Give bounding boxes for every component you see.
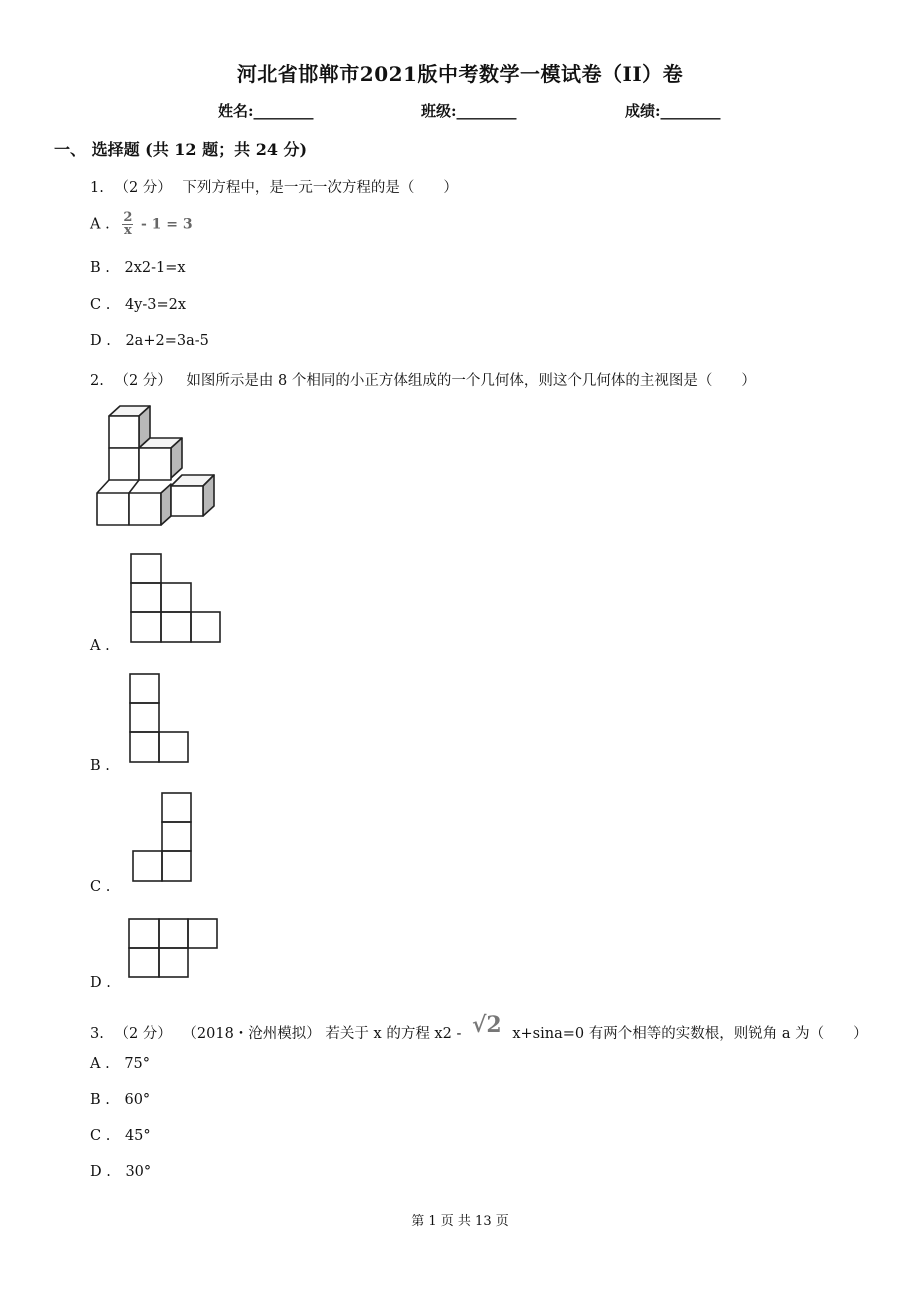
q1-option-a <box>90 212 193 237</box>
q1-option-d <box>90 333 209 349</box>
q1-option-b <box>90 260 186 276</box>
option-label: D . <box>90 333 111 349</box>
view-square <box>161 583 191 612</box>
fraction <box>122 212 133 237</box>
question-source: （2018・沧州模拟） <box>182 1026 321 1042</box>
view-square <box>159 732 188 762</box>
view-square <box>130 732 159 762</box>
question-3 <box>90 1012 868 1044</box>
view-square <box>191 612 220 642</box>
question-1 <box>90 176 458 197</box>
q3-option-b <box>90 1092 150 1108</box>
question-2 <box>90 369 756 390</box>
option-label: A . <box>90 1056 110 1072</box>
question-points: （2 分） <box>114 1026 172 1042</box>
cube-front-face <box>109 448 139 480</box>
view-square <box>131 554 161 583</box>
q3-option-d <box>90 1164 151 1180</box>
question-number: 3. <box>90 1026 104 1042</box>
option-text: 2a+2=3a-5 <box>125 333 209 349</box>
cube-front-face <box>139 448 171 480</box>
option-text: 60° <box>124 1092 151 1108</box>
cube-front-face <box>171 486 203 516</box>
cube-solid-figure <box>94 404 218 528</box>
equation-rest: - 1 = 3 <box>140 216 193 233</box>
class-field-label: 班级:________ <box>421 102 517 120</box>
view-square <box>162 793 191 822</box>
fraction-denominator: x <box>123 223 132 238</box>
sqrt-expression: √2 <box>471 1012 502 1038</box>
q2-option-a-figure <box>130 553 222 645</box>
q2-option-a-label: A . <box>90 638 110 654</box>
option-label: A . <box>90 216 110 233</box>
view-square <box>162 822 191 851</box>
question-text-after: x+sina=0 有两个相等的实数根，则锐角 a 为（ ） <box>512 1026 868 1042</box>
question-number: 2. <box>90 373 104 389</box>
view-square <box>188 919 217 948</box>
q3-option-a <box>90 1056 150 1072</box>
option-label: B . <box>90 1092 110 1108</box>
view-square <box>159 948 188 977</box>
option-label: C . <box>90 1128 111 1144</box>
view-square <box>131 583 161 612</box>
cube-front-face <box>129 493 161 525</box>
view-square <box>161 612 191 642</box>
option-text: 75° <box>124 1056 151 1072</box>
fraction-numerator: 2 <box>123 210 133 225</box>
q2-option-b-figure <box>129 673 191 765</box>
option-text: 30° <box>125 1164 152 1180</box>
question-text: 如图所示是由 8 个相同的小正方体组成的一个几何体，则这个几何体的主视图是（ ） <box>186 373 756 389</box>
q1-option-c <box>90 297 186 313</box>
question-points: （2 分） <box>114 180 172 196</box>
score-field-label: 成绩:________ <box>625 102 721 120</box>
q3-option-c <box>90 1128 151 1144</box>
question-text: 下列方程中，是一元一次方程的是（ ） <box>182 180 458 196</box>
view-square <box>130 674 159 703</box>
option-text: 4y-3=2x <box>124 297 187 313</box>
page-number-footer: 第 1 页 共 13 页 <box>411 1214 509 1229</box>
option-label: D . <box>90 1164 111 1180</box>
view-square <box>129 948 159 977</box>
q2-option-c-label: C . <box>90 879 111 895</box>
view-square <box>159 919 188 948</box>
q2-option-c-figure <box>132 792 194 884</box>
option-label: C . <box>90 297 111 313</box>
view-square <box>133 851 162 881</box>
question-points: （2 分） <box>114 373 172 389</box>
section-heading: 一、 选择题 (共 12 题；共 24 分) <box>54 140 308 159</box>
view-square <box>129 919 159 948</box>
option-text: 45° <box>124 1128 151 1144</box>
view-square <box>131 612 161 642</box>
exam-title: 河北省邯郸市2021版中考数学一模试卷（II）卷 <box>236 62 684 86</box>
q2-option-d-label: D . <box>90 975 111 991</box>
cube-front-face <box>109 416 139 448</box>
cube-front-face <box>97 493 129 525</box>
option-label: B . <box>90 260 110 276</box>
cube-side-face <box>161 484 171 525</box>
name-field-label: 姓名:________ <box>218 102 314 120</box>
question-number: 1. <box>90 180 104 196</box>
view-square <box>130 703 159 732</box>
q2-option-b-label: B . <box>90 758 110 774</box>
question-text-before: 若关于 x 的方程 x2 - <box>325 1026 462 1042</box>
option-text: 2x2-1=x <box>124 260 186 276</box>
view-square <box>162 851 191 881</box>
q2-option-d-figure <box>128 918 220 980</box>
